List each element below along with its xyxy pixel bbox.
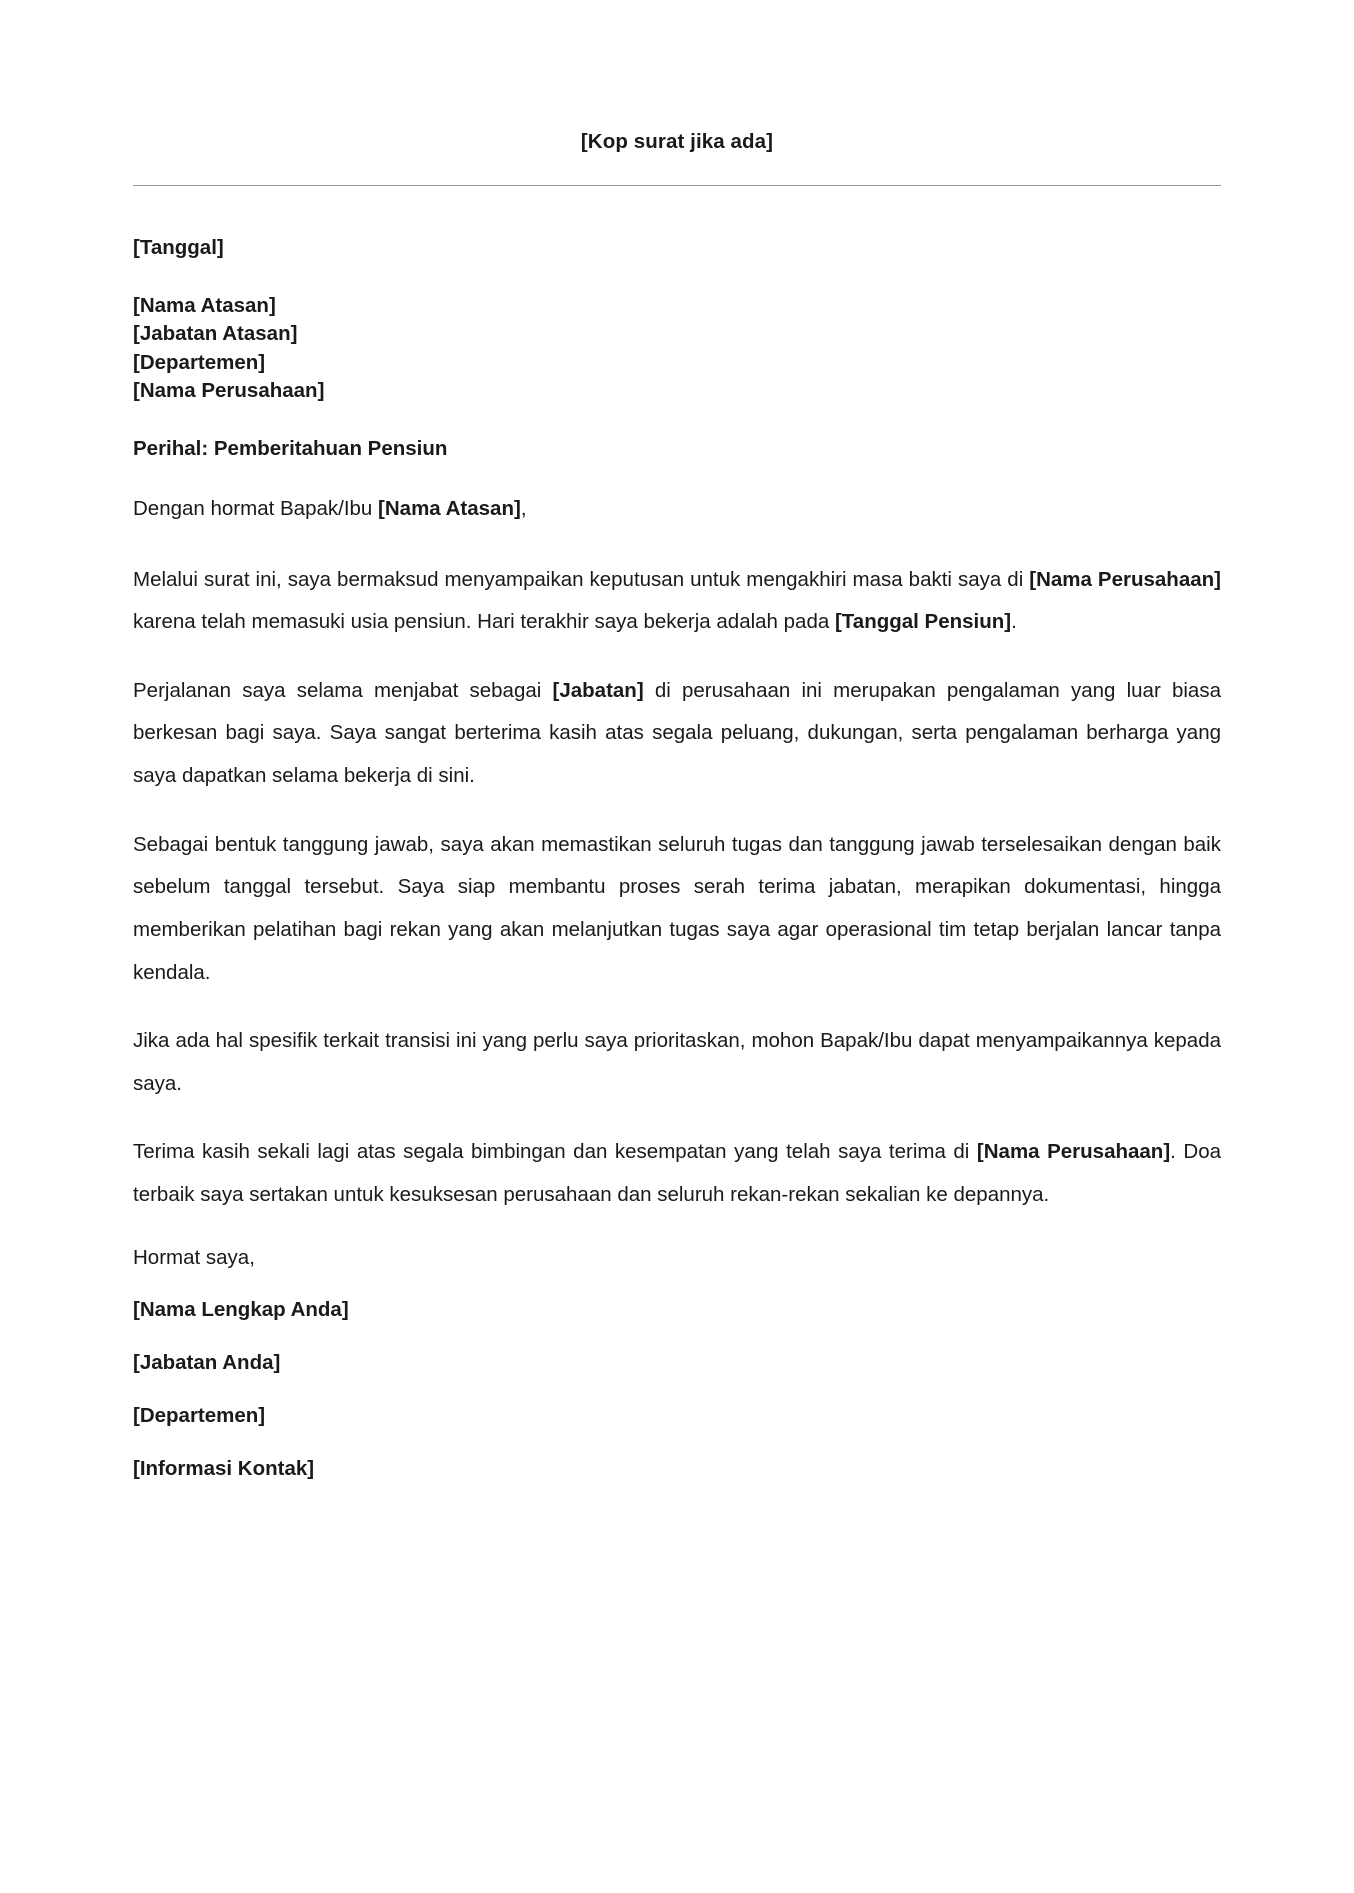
recipient-address-block	[133, 292, 1221, 405]
signer-department: [Departemen]	[133, 1403, 266, 1427]
paragraph-text: . Doa terbaik saya sertakan untuk kesuksesan perusahaan dan seluruh rekan-rekan sekalian ke depannya.	[133, 1140, 1221, 1207]
paragraph-text: Melalui surat ini, saya bermaksud menyampaikan keputusan untuk mengakhiri masa bakti saya di	[133, 567, 1030, 591]
paragraph-text: .	[1011, 610, 1017, 634]
letter-body	[133, 559, 1221, 1217]
placeholder-token: [Jabatan]	[552, 678, 644, 702]
placeholder-token: [Tanggal Pensiun]	[834, 610, 1012, 634]
salutation-suffix: ,	[520, 496, 527, 520]
paragraph-text: Jika ada hal spesifik terkait transisi ini yang perlu saya prioritaskan, mohon Bapak/Ibu dapat menyampaikannya kepada saya.	[133, 1029, 1221, 1095]
body-paragraph	[133, 670, 1221, 798]
body-paragraph	[133, 1020, 1221, 1105]
signer-contact: [Informasi Kontak]	[133, 1456, 315, 1480]
placeholder-token: [Nama Perusahaan]	[976, 1140, 1171, 1164]
salutation-prefix: Dengan hormat Bapak/Ibu	[133, 496, 379, 520]
paragraph-text: Perjalanan saya selama menjabat sebagai	[133, 678, 553, 702]
signer-position: [Jabatan Anda]	[133, 1351, 281, 1375]
salutation-line	[133, 494, 1221, 525]
salutation-recipient-name: [Nama Atasan]	[378, 496, 521, 520]
date-placeholder: [Tanggal]	[133, 235, 224, 259]
recipient-position: [Jabatan Atasan]	[133, 322, 298, 346]
recipient-name: [Nama Atasan]	[133, 293, 276, 317]
paragraph-text: di perusahaan ini merupakan pengalaman yang luar biasa berkesan bagi saya. Saya sangat berterima kasih atas segala peluang, dukungan, serta pengalaman berharga yang saya dapatkan selama bekerja di sini.	[133, 678, 1221, 788]
placeholder-token: [Nama Perusahaan]	[1029, 567, 1221, 591]
paragraph-text: Terima kasih sekali lagi atas segala bimbingan dan kesempatan yang telah saya terima di	[133, 1140, 977, 1164]
letterhead-placeholder: [Kop surat jika ada]	[580, 130, 774, 153]
header-divider	[133, 185, 1221, 186]
body-paragraph	[133, 824, 1221, 995]
body-paragraph	[133, 1131, 1221, 1216]
signer-full-name: [Nama Lengkap Anda]	[133, 1298, 349, 1322]
subject-line: Perihal: Pemberitahuan Pensiun	[133, 437, 448, 461]
closing-intro: Hormat saya,	[133, 1245, 255, 1269]
paragraph-text: karena telah memasuki usia pensiun. Hari terakhir saya bekerja adalah pada	[133, 610, 835, 634]
date-block	[133, 234, 1221, 262]
recipient-company: [Nama Perusahaan]	[133, 378, 325, 402]
paragraph-text: Sebagai bentuk tanggung jawab, saya akan memastikan seluruh tugas dan tanggung jawab terselesaikan dengan baik sebelum tanggal tersebut. Saya siap membantu proses serah terima jabatan, merapikan dokumentasi, hingga memberikan pelatihan bagi rekan yang akan melanjutkan tugas saya agar operasional tim tetap berjalan lancar tanpa kendala.	[133, 832, 1221, 984]
recipient-department: [Departemen]	[133, 350, 266, 374]
body-paragraph	[133, 559, 1221, 644]
